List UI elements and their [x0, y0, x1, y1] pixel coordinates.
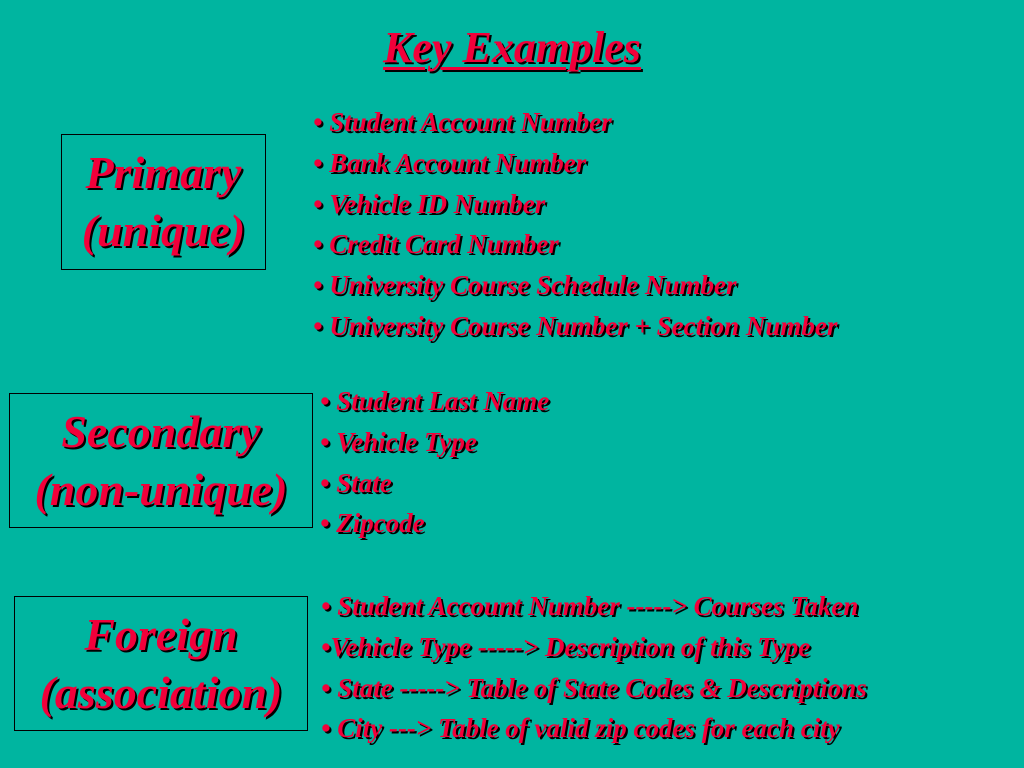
list-item: • University Course Number + Section Number — [313, 310, 838, 341]
primary-heading-line1: Primary — [85, 147, 242, 198]
list-item: •Vehicle Type -----> Description of this Type — [321, 631, 811, 662]
list-item: • Student Account Number -----> Courses Taken — [321, 591, 859, 621]
list-item: • Vehicle Type — [320, 426, 477, 457]
foreign-heading-line1: Foreign — [84, 608, 238, 660]
slide-title: Key Examples — [383, 23, 641, 72]
secondary-key-box — [9, 393, 313, 528]
secondary-examples-list — [320, 381, 549, 544]
list-item: • University Course Schedule Number — [313, 270, 737, 301]
secondary-heading-line1: Secondary — [61, 405, 261, 457]
list-item: • Student Account Number — [313, 107, 612, 137]
list-item: • State — [320, 467, 392, 498]
list-item: • Zipcode — [320, 508, 425, 539]
list-item: • City ---> Table of valid zip codes for each city — [321, 713, 840, 744]
primary-examples-list — [313, 102, 837, 347]
foreign-examples-list — [321, 586, 867, 749]
foreign-key-box — [14, 596, 308, 731]
list-item: • State -----> Table of State Codes & Descriptions — [321, 672, 867, 703]
list-item: • Student Last Name — [320, 386, 550, 416]
secondary-heading-line2: (non-unique) — [34, 463, 288, 515]
list-item: • Vehicle ID Number — [313, 188, 546, 219]
list-item: • Credit Card Number — [313, 229, 559, 260]
primary-heading-line2: (unique) — [81, 205, 246, 256]
primary-key-box — [61, 134, 266, 270]
foreign-heading-line2: (association) — [39, 666, 283, 718]
list-item: • Bank Account Number — [313, 147, 587, 178]
